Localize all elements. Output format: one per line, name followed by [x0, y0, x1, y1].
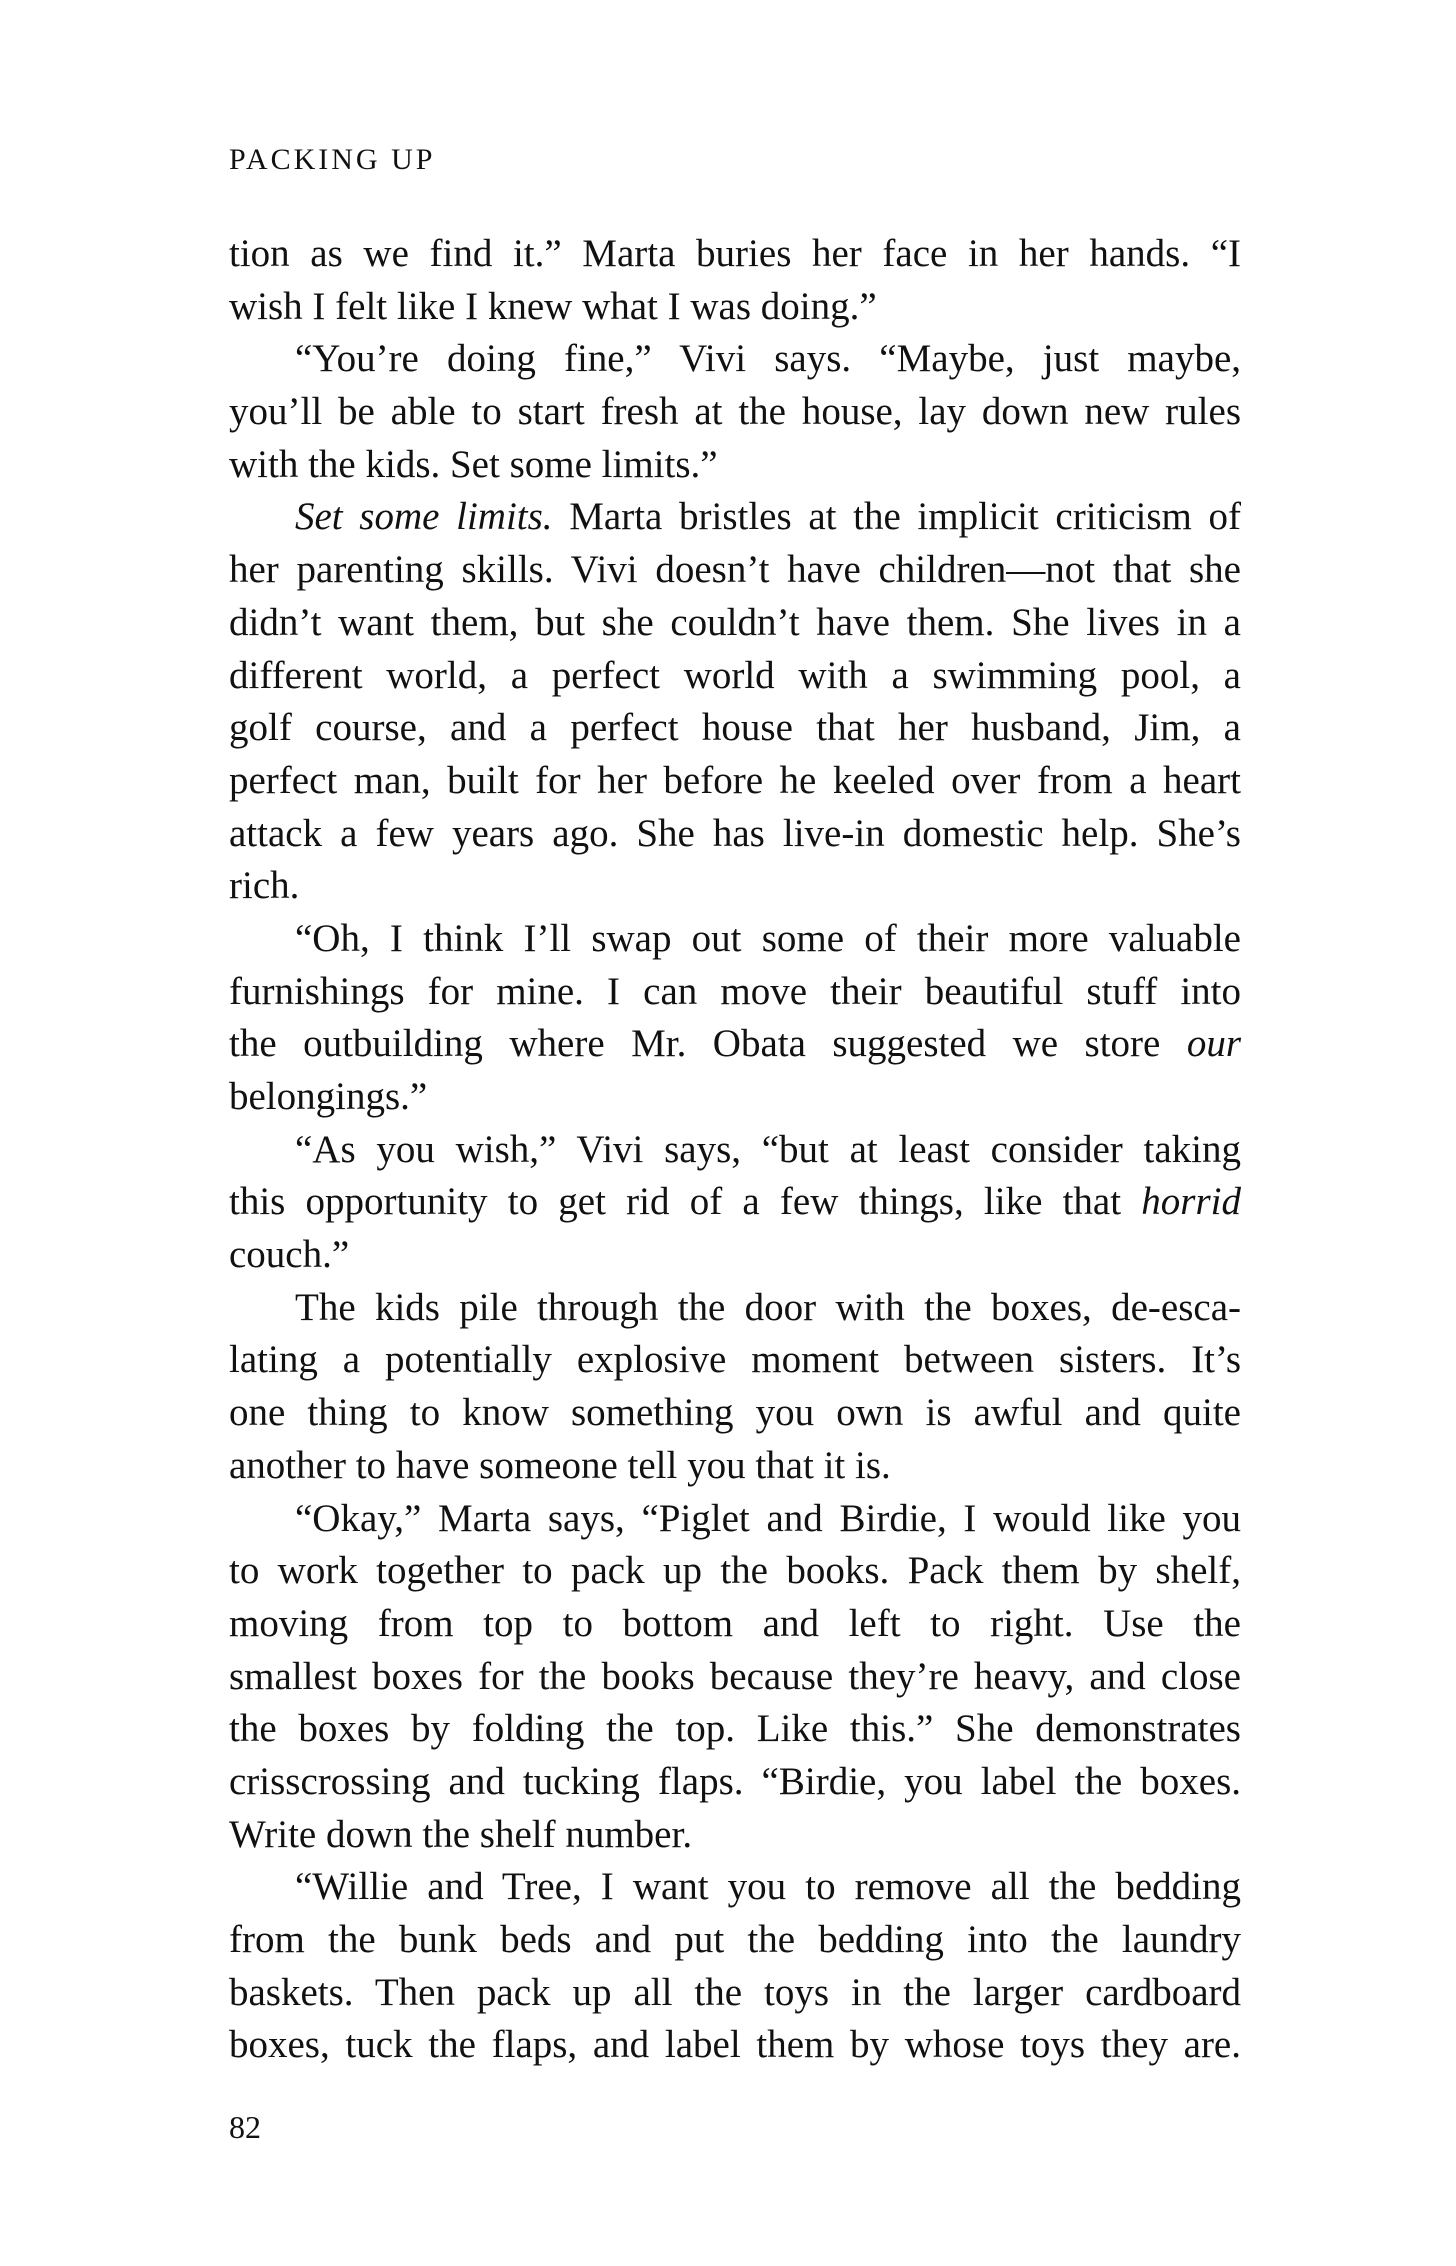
text-line — [229, 966, 1241, 1019]
text-line — [229, 1651, 1241, 1704]
text-line — [229, 386, 1241, 439]
text-line — [229, 1440, 1241, 1493]
text-line — [229, 1703, 1241, 1756]
text-line — [229, 1598, 1241, 1651]
text-segment: this opportunity to get rid of a few things, like that — [229, 1180, 1142, 1224]
text-line — [229, 1018, 1241, 1071]
text-segment: golf course, and a perfect house that her husband, Jim, a — [229, 706, 1241, 750]
text-segment: her parenting skills. Vivi doesn’t have children—not that she — [229, 548, 1241, 592]
text-segment: lating a potentially explosive moment between sisters. It’s — [229, 1338, 1241, 1382]
page-number: 82 — [229, 2109, 261, 2145]
text-segment: boxes, tuck the flaps, and label them by whose toys they are. — [229, 2023, 1241, 2067]
text-line — [229, 860, 1241, 913]
text-segment: couch.” — [229, 1233, 350, 1277]
text-segment: baskets. Then pack up all the toys in the larger cardboard — [229, 1970, 1241, 2014]
text-segment: “Okay,” Marta says, “Piglet and Birdie, I would like you — [295, 1496, 1241, 1540]
text-segment: different world, a perfect world with a swimming pool, a — [229, 653, 1241, 697]
text-line — [229, 1387, 1241, 1440]
italic-text: Set some limits. — [295, 495, 553, 539]
text-line — [229, 755, 1241, 808]
text-segment: perfect man, built for her before he keeled over from a heart — [229, 758, 1241, 802]
text-line — [229, 1493, 1241, 1546]
text-line — [229, 281, 1241, 334]
text-segment: “As you wish,” Vivi says, “but at least consider taking — [295, 1127, 1241, 1171]
text-segment: “Willie and Tree, I want you to remove all the bedding — [295, 1865, 1241, 1909]
text-line — [229, 333, 1241, 386]
text-segment: didn’t want them, but she couldn’t have them. She lives in a — [229, 600, 1241, 644]
text-line — [229, 1756, 1241, 1809]
text-segment: one thing to know something you own is awful and quite — [229, 1391, 1241, 1435]
italic-text: horrid — [1141, 1180, 1241, 1224]
italic-text: our — [1186, 1022, 1241, 1066]
text-segment: “Oh, I think I’ll swap out some of their more valuable — [295, 916, 1241, 960]
running-head: PACKING UP — [229, 143, 436, 176]
text-line — [229, 544, 1241, 597]
text-line — [229, 913, 1241, 966]
text-segment: Write down the shelf number. — [229, 1812, 693, 1856]
text-segment: Marta bristles at the implicit criticism of — [552, 495, 1242, 539]
text-line — [229, 1229, 1241, 1282]
text-line — [229, 1282, 1241, 1335]
text-line — [229, 1334, 1241, 1387]
text-segment: to work together to pack up the books. Pack them by shelf, — [229, 1549, 1241, 1593]
text-segment: the outbuilding where Mr. Obata suggested we store — [229, 1022, 1187, 1066]
text-segment: “You’re doing fine,” Vivi says. “Maybe, just maybe, — [295, 337, 1241, 381]
text-line — [229, 1809, 1241, 1862]
text-segment: belongings.” — [229, 1075, 428, 1118]
text-line — [229, 1967, 1241, 2020]
text-line — [229, 439, 1241, 492]
text-segment: wish I felt like I knew what I was doing.” — [229, 284, 877, 328]
text-segment: smallest boxes for the books because they’re heavy, and close — [229, 1654, 1241, 1698]
text-segment: you’ll be able to start fresh at the house, lay down new rules — [229, 390, 1241, 434]
text-segment: from the bunk beds and put the bedding into the laundry — [229, 1918, 1241, 1961]
text-line — [229, 1071, 1241, 1124]
text-segment: crisscrossing and tucking flaps. “Birdie, you label the boxes. — [229, 1759, 1241, 1803]
text-segment: the boxes by folding the top. Like this.” She demonstrates — [229, 1707, 1241, 1751]
body-text — [229, 228, 1241, 2072]
text-segment: tion as we find it.” Marta buries her face in her hands. “I — [229, 232, 1241, 275]
text-segment: furnishings for mine. I can move their beautiful stuff into — [229, 969, 1241, 1013]
text-line — [229, 808, 1241, 861]
text-segment: with the kids. Set some limits.” — [229, 442, 718, 486]
text-line — [229, 2019, 1241, 2072]
text-line — [229, 1545, 1241, 1598]
text-line — [229, 650, 1241, 703]
text-line — [229, 1861, 1241, 1914]
text-line — [229, 228, 1241, 281]
text-segment: attack a few years ago. She has live-in domestic help. She’s — [229, 811, 1241, 855]
text-line — [229, 702, 1241, 755]
text-line — [229, 1914, 1241, 1967]
text-line — [229, 491, 1241, 544]
text-line — [229, 597, 1241, 650]
text-segment: rich. — [229, 864, 300, 908]
text-line — [229, 1176, 1241, 1229]
text-segment: The kids pile through the door with the boxes, de-esca- — [295, 1285, 1241, 1329]
text-segment: another to have someone tell you that it is. — [229, 1443, 891, 1487]
text-segment: moving from top to bottom and left to right. Use the — [229, 1601, 1241, 1645]
text-line — [229, 1124, 1241, 1177]
